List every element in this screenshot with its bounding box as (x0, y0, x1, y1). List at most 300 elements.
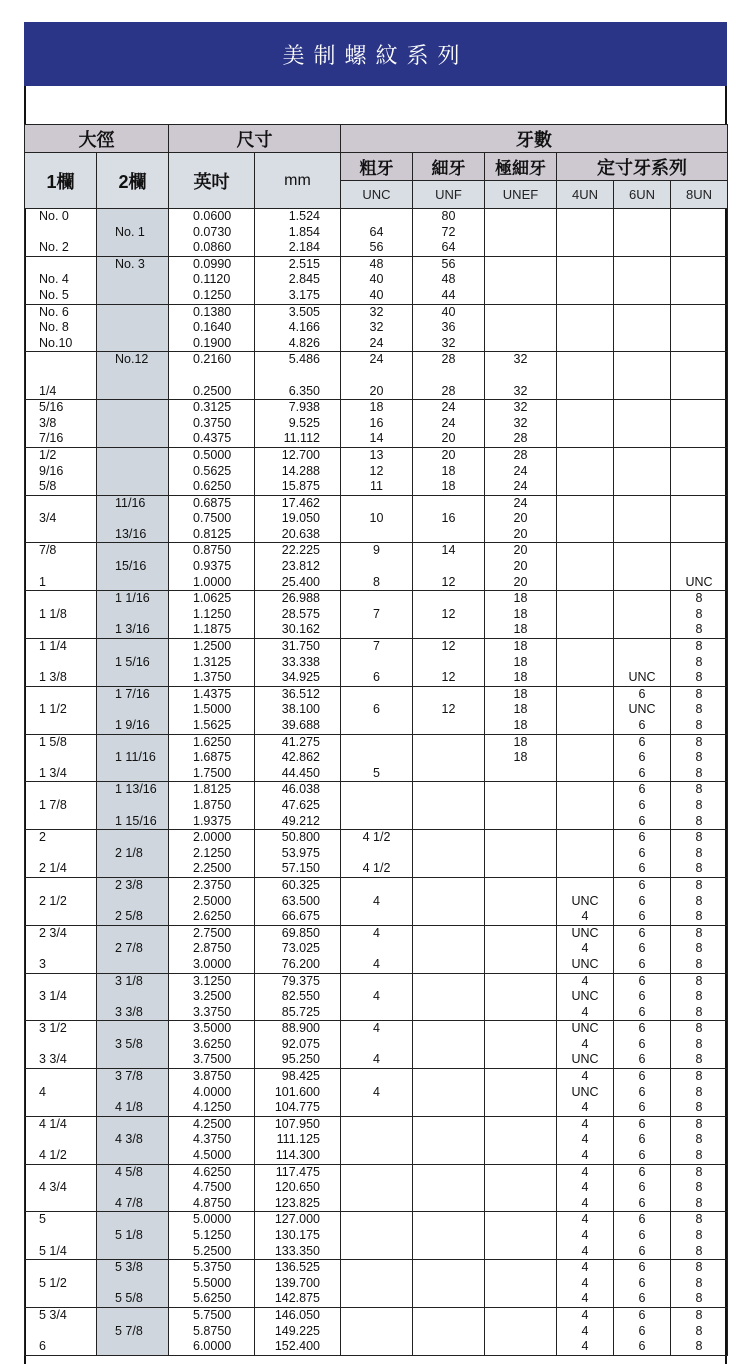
table-row (25, 846, 728, 862)
inch-cell: 0.3125 (169, 400, 255, 416)
unc-cell: 4 (341, 1085, 413, 1101)
unef-cell (485, 830, 557, 846)
inch-cell: 0.1250 (169, 288, 255, 304)
col2-cell: 1 13/16 (97, 782, 169, 798)
col1-cell: 5 3/4 (25, 1307, 97, 1323)
unf-cell (413, 973, 485, 989)
unc-cell (341, 941, 413, 957)
table-row (25, 830, 728, 846)
col2-cell (97, 989, 169, 1005)
col2-cell (97, 543, 169, 559)
unef-cell (485, 1291, 557, 1307)
inch-cell: 1.6250 (169, 734, 255, 750)
inch-cell: 5.0000 (169, 1212, 255, 1228)
inch-cell: 2.2500 (169, 861, 255, 877)
col2-cell: 2 7/8 (97, 941, 169, 957)
unf-cell: 28 (413, 384, 485, 400)
4un-cell (557, 686, 614, 702)
col2-cell: 2 1/8 (97, 846, 169, 862)
4un-cell: 4 (557, 1260, 614, 1276)
col1-cell (25, 622, 97, 638)
unef-cell (485, 288, 557, 304)
6un-cell: 6 (614, 1180, 671, 1196)
header-row-groups (25, 125, 728, 153)
col1-cell (25, 686, 97, 702)
col2-cell (97, 464, 169, 480)
6un-cell: 6 (614, 894, 671, 910)
mm-cell: 41.275 (255, 734, 341, 750)
mm-cell: 146.050 (255, 1307, 341, 1323)
4un-cell: 4 (557, 1212, 614, 1228)
6un-cell (614, 655, 671, 671)
unef-cell (485, 225, 557, 241)
inch-cell: 0.1900 (169, 336, 255, 352)
mm-cell: 130.175 (255, 1228, 341, 1244)
table-row (25, 814, 728, 830)
unf-cell: 80 (413, 209, 485, 225)
table-row (25, 1276, 728, 1292)
8un-cell: 8 (671, 1324, 728, 1340)
6un-cell (614, 447, 671, 463)
col2-cell: 1 15/16 (97, 814, 169, 830)
table-row (25, 320, 728, 336)
unc-cell (341, 368, 413, 384)
unef-cell (485, 846, 557, 862)
unf-cell (413, 941, 485, 957)
8un-cell (671, 495, 728, 511)
table-row (25, 1339, 728, 1355)
col1-cell (25, 782, 97, 798)
col2-cell: 5 1/8 (97, 1228, 169, 1244)
unc-cell: 64 (341, 225, 413, 241)
inch-cell: 3.6250 (169, 1037, 255, 1053)
col1-cell: 1/4 (25, 384, 97, 400)
8un-cell: 8 (671, 894, 728, 910)
6un-cell: 6 (614, 1085, 671, 1101)
4un-cell: 4 (557, 1132, 614, 1148)
mm-cell: 12.700 (255, 447, 341, 463)
unef-cell (485, 336, 557, 352)
4un-cell: 4 (557, 909, 614, 925)
mm-cell: 73.025 (255, 941, 341, 957)
mm-cell: 114.300 (255, 1148, 341, 1164)
col2-cell (97, 447, 169, 463)
6un-cell: 6 (614, 1021, 671, 1037)
col1-cell (25, 750, 97, 766)
unf-cell (413, 591, 485, 607)
8un-cell: 8 (671, 1100, 728, 1116)
unef-cell (485, 1196, 557, 1212)
inch-cell: 4.6250 (169, 1164, 255, 1180)
col2-cell: 4 5/8 (97, 1164, 169, 1180)
col2-cell: 3 3/8 (97, 1005, 169, 1021)
4un-cell (557, 352, 614, 368)
unef-cell (485, 814, 557, 830)
table-row (25, 639, 728, 655)
unc-cell: 7 (341, 607, 413, 623)
col1-cell: 4 (25, 1085, 97, 1101)
8un-cell: 8 (671, 1085, 728, 1101)
col1-cell (25, 1228, 97, 1244)
6un-cell (614, 256, 671, 272)
unef-cell (485, 1052, 557, 1068)
table-row (25, 464, 728, 480)
inch-cell: 0.0990 (169, 256, 255, 272)
unc-cell (341, 1005, 413, 1021)
8un-cell: 8 (671, 1212, 728, 1228)
4un-cell: 4 (557, 1291, 614, 1307)
unc-cell (341, 495, 413, 511)
col1-cell (25, 1037, 97, 1053)
col1-cell (25, 1291, 97, 1307)
unf-cell (413, 1339, 485, 1355)
unef-cell: 32 (485, 352, 557, 368)
table-row (25, 240, 728, 256)
mm-cell: 20.638 (255, 527, 341, 543)
unef-cell (485, 320, 557, 336)
6un-cell: UNC (614, 702, 671, 718)
4un-cell (557, 575, 614, 591)
col2-cell (97, 1052, 169, 1068)
8un-cell: 8 (671, 1005, 728, 1021)
col2-cell (97, 384, 169, 400)
col2-cell (97, 734, 169, 750)
col2-cell (97, 1339, 169, 1355)
mm-cell: 107.950 (255, 1116, 341, 1132)
6un-cell: 6 (614, 1196, 671, 1212)
unf-cell (413, 1307, 485, 1323)
unf-cell (413, 877, 485, 893)
unf-cell (413, 925, 485, 941)
col2-cell (97, 320, 169, 336)
unc-cell (341, 686, 413, 702)
4un-cell (557, 591, 614, 607)
inch-cell: 0.1380 (169, 304, 255, 320)
unf-cell (413, 622, 485, 638)
mm-cell: 3.505 (255, 304, 341, 320)
col2-cell (97, 479, 169, 495)
mm-cell: 127.000 (255, 1212, 341, 1228)
unef-cell (485, 1228, 557, 1244)
6un-cell: 6 (614, 1244, 671, 1260)
unf-cell: 24 (413, 400, 485, 416)
thread-table-container (24, 124, 727, 1356)
4un-cell (557, 416, 614, 432)
unc-cell: 4 (341, 1052, 413, 1068)
col1-cell (25, 1069, 97, 1085)
col2-cell (97, 272, 169, 288)
table-row (25, 225, 728, 241)
mm-cell: 139.700 (255, 1276, 341, 1292)
8un-cell (671, 336, 728, 352)
inch-cell: 1.8750 (169, 798, 255, 814)
inch-cell: 1.1250 (169, 607, 255, 623)
4un-cell (557, 814, 614, 830)
inch-cell: 1.0625 (169, 591, 255, 607)
unf-cell (413, 1212, 485, 1228)
inch-cell: 1.5000 (169, 702, 255, 718)
col1-cell (25, 495, 97, 511)
table-row (25, 1260, 728, 1276)
inch-cell: 1.6875 (169, 750, 255, 766)
table-row (25, 861, 728, 877)
mm-cell: 3.175 (255, 288, 341, 304)
unef-cell: 32 (485, 400, 557, 416)
col1-cell: 1 7/8 (25, 798, 97, 814)
table-row (25, 622, 728, 638)
mm-cell: 60.325 (255, 877, 341, 893)
unf-cell: 18 (413, 464, 485, 480)
col1-cell (25, 527, 97, 543)
8un-cell: 8 (671, 782, 728, 798)
unc-cell: 16 (341, 416, 413, 432)
mm-cell: 120.650 (255, 1180, 341, 1196)
mm-cell: 30.162 (255, 622, 341, 638)
table-row (25, 209, 728, 225)
unf-cell (413, 1196, 485, 1212)
col2-cell: 3 1/8 (97, 973, 169, 989)
col2-cell: 3 7/8 (97, 1069, 169, 1085)
mm-cell: 63.500 (255, 894, 341, 910)
unf-cell: 36 (413, 320, 485, 336)
8un-cell: 8 (671, 734, 728, 750)
mm-cell: 42.862 (255, 750, 341, 766)
6un-cell (614, 479, 671, 495)
mm-cell: 92.075 (255, 1037, 341, 1053)
unef-cell: 28 (485, 447, 557, 463)
col1-cell: 5/16 (25, 400, 97, 416)
unc-cell: 24 (341, 352, 413, 368)
6un-cell (614, 304, 671, 320)
unf-cell: 18 (413, 479, 485, 495)
col2-cell (97, 639, 169, 655)
table-row (25, 1005, 728, 1021)
4un-cell (557, 766, 614, 782)
unc-cell (341, 1212, 413, 1228)
unc-cell: 4 1/2 (341, 830, 413, 846)
col1-cell: 4 1/4 (25, 1116, 97, 1132)
inch-cell: 0.1640 (169, 320, 255, 336)
unc-cell (341, 1228, 413, 1244)
inch-cell: 2.0000 (169, 830, 255, 846)
unf-cell (413, 718, 485, 734)
inch-cell: 2.8750 (169, 941, 255, 957)
table-row (25, 894, 728, 910)
mm-cell: 36.512 (255, 686, 341, 702)
table-row (25, 1324, 728, 1340)
table-row (25, 702, 728, 718)
table-row (25, 1180, 728, 1196)
4un-cell (557, 782, 614, 798)
unef-cell (485, 1324, 557, 1340)
unc-cell: 10 (341, 511, 413, 527)
inch-cell: 0.6250 (169, 479, 255, 495)
4un-cell (557, 830, 614, 846)
8un-cell: 8 (671, 830, 728, 846)
col1-cell (25, 1164, 97, 1180)
unef-cell: 18 (485, 702, 557, 718)
col1-cell: No.10 (25, 336, 97, 352)
unf-cell (413, 527, 485, 543)
inch-cell: 5.3750 (169, 1260, 255, 1276)
col1-cell: 5 (25, 1212, 97, 1228)
mm-cell: 9.525 (255, 416, 341, 432)
col1-cell (25, 591, 97, 607)
6un-cell: 6 (614, 1100, 671, 1116)
unef-cell (485, 1037, 557, 1053)
6un-cell: 6 (614, 1005, 671, 1021)
col1-header: 1欄 (25, 153, 97, 209)
col1-cell: 3 1/2 (25, 1021, 97, 1037)
col2-cell: 5 3/8 (97, 1260, 169, 1276)
table-row (25, 336, 728, 352)
inch-cell: 2.5000 (169, 894, 255, 910)
8un-cell: 8 (671, 750, 728, 766)
page-title: 美制螺紋系列 (282, 43, 469, 69)
col1-cell: 2 1/4 (25, 861, 97, 877)
6un-cell: 6 (614, 1069, 671, 1085)
inch-cell: 2.7500 (169, 925, 255, 941)
unf-header: UNF (413, 181, 485, 209)
6un-cell (614, 543, 671, 559)
col1-cell: 5 1/2 (25, 1276, 97, 1292)
unf-cell: 12 (413, 639, 485, 655)
4un-cell (557, 734, 614, 750)
unef-cell (485, 1021, 557, 1037)
8un-cell: 8 (671, 1116, 728, 1132)
table-row (25, 989, 728, 1005)
thread-table-body (25, 209, 728, 1356)
col1-cell: 1 3/8 (25, 670, 97, 686)
unef-cell: 24 (485, 464, 557, 480)
unc-cell (341, 1100, 413, 1116)
unc-cell (341, 909, 413, 925)
unf-cell (413, 1228, 485, 1244)
8un-cell: 8 (671, 1180, 728, 1196)
unc-cell (341, 1069, 413, 1085)
unc-cell (341, 209, 413, 225)
unc-cell (341, 1260, 413, 1276)
inch-cell: 0.5625 (169, 464, 255, 480)
table-row (25, 941, 728, 957)
col2-cell: 4 1/8 (97, 1100, 169, 1116)
unef-cell: 18 (485, 622, 557, 638)
mm-cell: 39.688 (255, 718, 341, 734)
4un-cell: 4 (557, 1196, 614, 1212)
inch-cell: 0.8750 (169, 543, 255, 559)
8un-cell: 8 (671, 973, 728, 989)
col2-cell: 2 3/8 (97, 877, 169, 893)
unc-cell (341, 1116, 413, 1132)
inch-cell: 5.7500 (169, 1307, 255, 1323)
unf-cell: 12 (413, 702, 485, 718)
8un-cell: 8 (671, 1148, 728, 1164)
col2-cell (97, 511, 169, 527)
8un-cell: 8 (671, 1069, 728, 1085)
4un-cell (557, 877, 614, 893)
col1-cell: 1/2 (25, 447, 97, 463)
col1-cell: 7/16 (25, 431, 97, 447)
col2-cell: 4 3/8 (97, 1132, 169, 1148)
6un-cell: 6 (614, 909, 671, 925)
thread-table (24, 124, 728, 1356)
6un-cell (614, 288, 671, 304)
unc-cell (341, 1148, 413, 1164)
8un-cell: 8 (671, 1164, 728, 1180)
4un-cell: UNC (557, 1021, 614, 1037)
col2-cell (97, 1307, 169, 1323)
unef-cell (485, 973, 557, 989)
8un-cell: 8 (671, 941, 728, 957)
inch-cell: 0.2500 (169, 384, 255, 400)
mm-cell: 14.288 (255, 464, 341, 480)
table-row (25, 352, 728, 368)
col2-cell: 1 5/16 (97, 655, 169, 671)
4un-cell (557, 702, 614, 718)
4un-cell: 4 (557, 1069, 614, 1085)
6un-cell: 6 (614, 830, 671, 846)
unc-cell: 9 (341, 543, 413, 559)
8un-cell: 8 (671, 718, 728, 734)
8un-cell (671, 304, 728, 320)
mm-cell: 49.212 (255, 814, 341, 830)
table-row (25, 1052, 728, 1068)
inch-cell: 0.0730 (169, 225, 255, 241)
unc-cell: 5 (341, 766, 413, 782)
6un-cell: 6 (614, 1052, 671, 1068)
unc-cell (341, 1164, 413, 1180)
unc-cell: 4 (341, 1021, 413, 1037)
unef-cell (485, 925, 557, 941)
unf-cell (413, 1148, 485, 1164)
6un-cell (614, 559, 671, 575)
mm-cell: 76.200 (255, 957, 341, 973)
inch-cell: 3.8750 (169, 1069, 255, 1085)
inch-cell: 3.1250 (169, 973, 255, 989)
unc-cell: 24 (341, 336, 413, 352)
col1-cell: 5/8 (25, 479, 97, 495)
table-row (25, 304, 728, 320)
4un-cell (557, 256, 614, 272)
col1-cell: 4 1/2 (25, 1148, 97, 1164)
4un-cell (557, 861, 614, 877)
inch-cell: 5.5000 (169, 1276, 255, 1292)
8un-cell: 8 (671, 1228, 728, 1244)
mm-cell: 149.225 (255, 1324, 341, 1340)
unef-cell (485, 989, 557, 1005)
col2-cell (97, 1180, 169, 1196)
tpi-header: 牙數 (341, 125, 728, 153)
6un-cell: 6 (614, 1339, 671, 1355)
unc-cell: 7 (341, 639, 413, 655)
8un-cell: 8 (671, 1307, 728, 1323)
unc-cell (341, 1324, 413, 1340)
table-row (25, 670, 728, 686)
inch-cell: 4.5000 (169, 1148, 255, 1164)
4un-cell (557, 495, 614, 511)
unef-cell (485, 1005, 557, 1021)
4un-cell: 4 (557, 941, 614, 957)
unef-cell (485, 1339, 557, 1355)
mm-cell: 4.826 (255, 336, 341, 352)
unc-cell: 32 (341, 320, 413, 336)
unef-cell (485, 1100, 557, 1116)
8un-cell: 8 (671, 1260, 728, 1276)
unf-cell (413, 734, 485, 750)
table-row (25, 1132, 728, 1148)
unef-cell: 20 (485, 559, 557, 575)
unef-cell (485, 1164, 557, 1180)
